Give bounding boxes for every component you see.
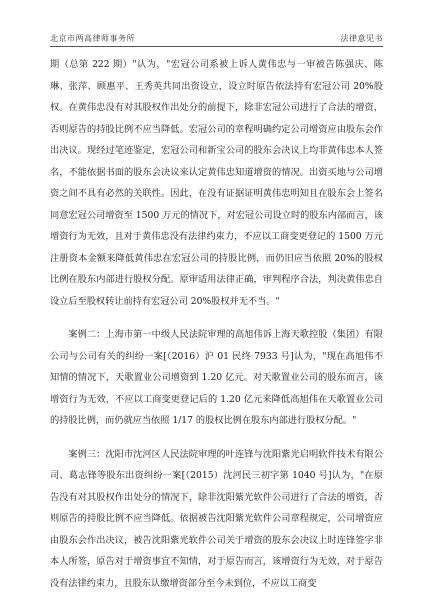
paragraph-case-one-quote: 期（总第 222 期）"认为，"宏冠公司系被上诉人黄伟忠与一审被告陈强庆、陈琳、张萍、顾惠平、王秀英共同出资设立，设立时原告依法持有宏冠公司 20%股权。在黄伟忠没有对其股权作出处分的前提下，除非宏冠公司进行了合法的增资，否则原告的持股比例不应当降低。宏冠公司的章程明确约定公司增资应由股东会作出决议。现经过笔迹鉴定，宏冠公司和新宝公司的股东会决议上均非黄伟忠本人签名，不能依据书面的股东会决议来认定黄伟忠知道增资的情况。出资买地与公司增资之间不具有必然的关联性。因此，在没有证据证明黄伟忠明知且在股东会上签名同意宏冠公司增资至 1500 万元的情况下，对宏冠公司设立时的股东内部而言，该增资行为无效，且对于黄伟忠没有法律约束力，不应以工商变更登记的 1500 万元注册资本金额来降低黄伟忠在宏冠公司的持股比例，而仍旧应当依照 20%的股权比例在股东内部进行股权分配。原审适用法律正确，审判程序合法，判决黄伟忠自设立后至股权转让前持有宏冠公司 20%股权并无不当。" <box>50 59 383 307</box>
header-divider <box>50 46 383 47</box>
paragraph-case-two: 案例二：上海市第一中级人民法院审理的高旭伟诉上海天歌控股（集团）有限公司与公司有关的纠纷一案[（2016）沪 01 民终 7933 号]认为，"现在高旭伟不知情的情况下，天歌置业公司增资到 1.20 亿元。对天歌置业公司的股东而言，该增资行为无效，不应以工商变更登记后的 1.20 亿元来降低高旭伟在天歌置业公司的持股比例，而仍就应当依照 1/17 的股权比例在股东内部进行股权分配。" <box>50 329 383 426</box>
paragraph-case-three: 案例三：沈阳市沈河区人民法院审理的叶连锋与沈阳紫光启明软件技术有限公司、葛志锋等股东出资纠纷一案[（2015）沈河民三初字第 1040 号]认为，"在原告没有对其股权作出处分的情况下，除非沈阳紫光软件公司进行了合法的增资，否则原告的持股比例不应当降低。依据被告沈阳紫光软件公司章程规定，公司增资应由股东会作出决议，被告沈阳紫光软件公司关于增资的股东会决议上时连锋签字非本人所签，原告对于增资事宜不知情，对于原告而言，该增资行为无效，对于原告没有法律约束力，且股东认缴增资部分至今未到位，不应以工商变 <box>50 448 383 589</box>
paragraph-gap <box>50 312 383 324</box>
firm-name: 北京市两高律师事务所 <box>50 34 135 43</box>
document-type: 法律意见书 <box>340 34 383 43</box>
paragraph-gap <box>50 432 383 444</box>
document-body <box>50 54 383 594</box>
